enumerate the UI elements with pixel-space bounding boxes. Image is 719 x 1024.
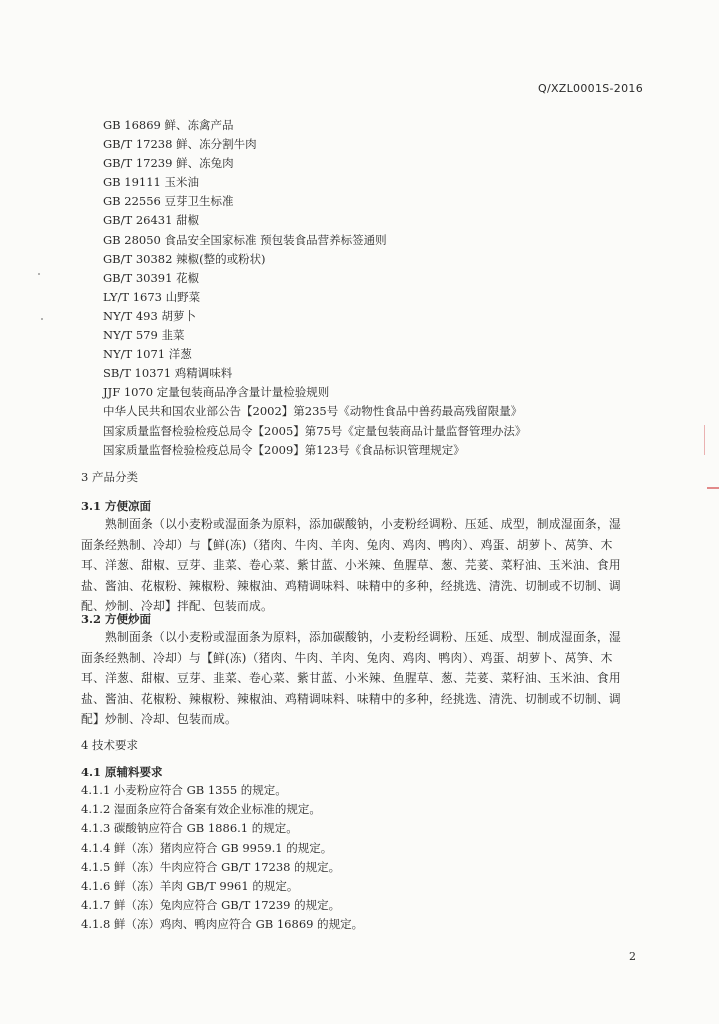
reference-item: GB/T 30391 花椒 (103, 270, 200, 285)
requirement-item: 4.1.4 鲜（冻）猪肉应符合 GB 9959.1 的规定。 (81, 840, 333, 855)
paragraph-line: 耳、洋葱、甜椒、豆芽、韭菜、卷心菜、紫甘蓝、小米辣、鱼腥草、葱、芫荽、菜籽油、玉米油、食用 (81, 558, 621, 572)
section-3-1-heading: 3.1 方便凉面 (81, 499, 152, 513)
reference-item: GB 28050 食品安全国家标准 预包装食品营养标签通则 (103, 232, 387, 247)
reference-item: GB 22556 豆芽卫生标准 (103, 194, 234, 209)
reference-item: JJF 1070 定量包装商品净含量计量检验规则 (103, 385, 330, 400)
normative-references-list (103, 116, 526, 460)
scan-speck (38, 273, 40, 275)
requirement-item: 4.1.5 鲜（冻）牛肉应符合 GB/T 17238 的规定。 (81, 859, 341, 874)
reference-item: GB/T 17239 鲜、冻兔肉 (103, 156, 234, 171)
requirement-item: 4.1.8 鲜（冻）鸡肉、鸭肉应符合 GB 16869 的规定。 (81, 917, 364, 932)
reference-item: GB/T 30382 辣椒(整的或粉状) (103, 251, 266, 266)
section-3-heading: 3 产品分类 (81, 470, 138, 484)
paragraph-line: 面条经熟制、冷却）与【鲜(冻)（猪肉、牛肉、羊肉、兔肉、鸡肉、鸭肉）、鸡蛋、胡萝卜、莴笋、木 (81, 537, 613, 552)
reference-item: 中华人民共和国农业部公告【2002】第235号《动物性食品中兽药最高残留限量》 (103, 404, 523, 419)
paragraph-line: 熟制面条（以小麦粉或湿面条为原料，添加碳酸钠，小麦粉经调粉、压延、成型、制成湿面条，湿 (105, 630, 621, 644)
reference-item: 国家质量监督检验检疫总局令【2009】第123号《食品标识管理规定》 (103, 442, 465, 457)
paragraph-line: 耳、洋葱、甜椒、豆芽、韭菜、卷心菜、紫甘蓝、小米辣、鱼腥草、葱、芫荽、菜籽油、玉米油、食用 (81, 671, 621, 685)
scan-speck (41, 318, 43, 320)
paragraph-line: 配】炒制、冷却、包装而成。 (81, 712, 237, 726)
reference-item: NY/T 493 胡萝卜 (103, 308, 196, 323)
raw-material-requirements-list (81, 781, 363, 935)
reference-item: LY/T 1673 山野菜 (103, 289, 201, 304)
paragraph-line: 盐、酱油、花椒粉、辣椒粉、辣椒油、鸡精调味料、味精中的多种，经挑选、清洗、切制或不切制、调 (81, 578, 621, 593)
section-3-2-paragraph (81, 627, 646, 730)
reference-item: GB/T 17238 鲜、冻分割牛肉 (103, 137, 257, 152)
reference-item: GB 16869 鲜、冻禽产品 (103, 118, 234, 132)
paragraph-line: 盐、酱油、花椒粉、辣椒粉、辣椒油、鸡精调味料、味精中的多种，经挑选、清洗、切制或不切制、调 (81, 691, 621, 706)
requirement-item: 4.1.3 碳酸钠应符合 GB 1886.1 的规定。 (81, 821, 298, 836)
reference-item: SB/T 10371 鸡精调味料 (103, 366, 233, 381)
requirement-item: 4.1.6 鲜（冻）羊肉 GB/T 9961 的规定。 (81, 878, 299, 893)
requirement-item: 4.1.7 鲜（冻）兔肉应符合 GB/T 17239 的规定。 (81, 898, 341, 913)
paragraph-line: 配、炒制、冷却】拌配、包装而成。 (81, 599, 273, 613)
document-code: Q/XZL0001S-2016 (537, 82, 643, 95)
section-4-1-heading: 4.1 原辅料要求 (81, 765, 163, 779)
margin-stamp-mark (704, 425, 719, 455)
reference-item: GB/T 26431 甜椒 (103, 213, 200, 228)
section-4-heading: 4 技术要求 (81, 738, 138, 752)
section-3-1-paragraph (81, 514, 646, 617)
paragraph-line: 熟制面条（以小麦粉或湿面条为原料，添加碳酸钠，小麦粉经调粉、压延、成型，制成湿面条，湿 (105, 517, 621, 531)
reference-item: 国家质量监督检验检疫总局令【2005】第75号《定量包装商品计量监督管理办法》 (103, 423, 527, 438)
requirement-item: 4.1.2 湿面条应符合备案有效企业标准的规定。 (81, 802, 321, 817)
reference-item: NY/T 579 韭菜 (103, 328, 185, 343)
margin-stamp-dash (707, 487, 719, 489)
reference-item: NY/T 1071 洋葱 (103, 347, 192, 362)
page-number: 2 (629, 950, 636, 963)
requirement-item: 4.1.1 小麦粉应符合 GB 1355 的规定。 (81, 783, 287, 797)
section-3-2-heading: 3.2 方便炒面 (81, 612, 152, 626)
paragraph-line: 面条经熟制、冷却）与【鲜(冻)（猪肉、牛肉、羊肉、兔肉、鸡肉、鸭肉）、鸡蛋、胡萝卜、莴笋、木 (81, 650, 613, 665)
reference-item: GB 19111 玉米油 (103, 175, 200, 190)
